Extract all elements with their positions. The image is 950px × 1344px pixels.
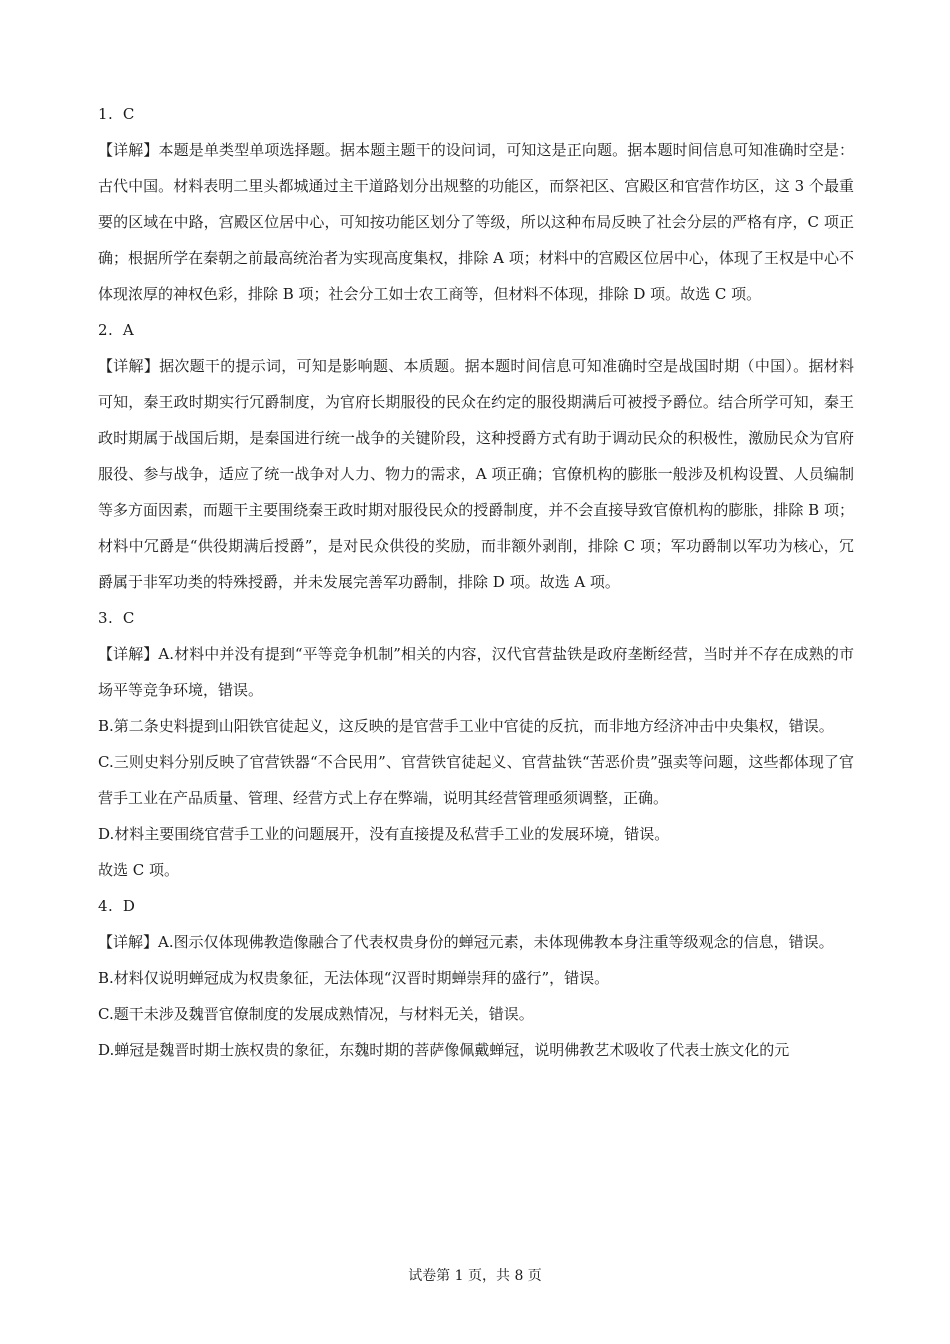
question-3-explanation-a: 【详解】A.材料中并没有提到“平等竞争机制”相关的内容，汉代官营盐铁是政府垄断经营，当时并不存在成熟的市场平等竞争环境，错误。 bbox=[98, 645, 854, 699]
answer-content bbox=[98, 96, 854, 1068]
question-4-explanation-d: D.蝉冠是魏晋时期士族权贵的象征，东魏时期的菩萨像佩戴蝉冠，说明佛教艺术吸收了代表士族文化的元 bbox=[98, 1041, 790, 1059]
question-3-explanation-b: B.第二条史料提到山阳铁官徒起义，这反映的是官营手工业中官徒的反抗，而非地方经济冲击中央集权，错误。 bbox=[98, 717, 834, 735]
question-1-explanation: 【详解】本题是单类型单项选择题。据本题主题干的设问词，可知这是正向题。据本题时间信息可知准确时空是：古代中国。材料表明二里头都城通过主干道路划分出规整的功能区，而祭祀区、宫殿区和官营作坊区，这 3 个最重要的区域在中路，宫殿区位居中心，可知按功能区划分了等级，所以这种布局反映了社会分层的严格有序，C 项正确；根据所学在秦朝之前最高统治者为实现高度集权，排除 A 项；材料中的宫殿区位居中心，体现了王权是中心不体现浓厚的神权色彩，排除 B 项；社会分工如士农工商等，但材料不体现，排除 D 项。故选 C 项。 bbox=[98, 141, 854, 303]
question-number: 4. bbox=[98, 897, 114, 915]
page-footer: 试卷第 1 页，共 8 页 bbox=[408, 1268, 542, 1284]
question-4-explanation-a: 【详解】A.图示仅体现佛教造像融合了代表权贵身份的蝉冠元素，未体现佛教本身注重等级观念的信息，错误。 bbox=[98, 933, 834, 951]
question-2-explanation: 【详解】据次题干的提示词，可知是影响题、本质题。据本题时间信息可知准确时空是战国时期（中国）。据材料可知，秦王政时期实行冗爵制度，为官府长期服役的民众在约定的服役期满后可被授予爵位。结合所学可知，秦王政时期属于战国后期，是秦国进行统一战争的关键阶段，这种授爵方式有助于调动民众的积极性，激励民众为官府服役、参与战争，适应了统一战争对人力、物力的需求，A 项正确；官僚机构的膨胀一般涉及机构设置、人员编制等多方面因素，而题干主要围绕秦王政时期对服役民众的授爵制度，并不会直接导致官僚机构的膨胀，排除 B 项；材料中冗爵是“供役期满后授爵”，是对民众供役的奖励，而非额外剥削，排除 C 项；军功爵制以军功为核心，冗爵属于非军功类的特殊授爵，并未发展完善军功爵制，排除 D 项。故选 A 项。 bbox=[98, 357, 854, 591]
question-number: 3. bbox=[98, 609, 114, 627]
question-3-explanation-d: D.材料主要围绕官营手工业的问题展开，没有直接提及私营手工业的发展环境，错误。 bbox=[98, 825, 670, 843]
question-1-header bbox=[98, 96, 854, 132]
question-answer: A bbox=[122, 321, 134, 339]
question-answer: C bbox=[122, 609, 135, 627]
question-number: 1. bbox=[98, 105, 114, 123]
question-3-conclusion: 故选 C 项。 bbox=[98, 861, 180, 879]
question-3-explanation-c: C.三则史料分别反映了官营铁器“不合民用”、官营铁官徒起义、官营盐铁“苦恶价贵”强卖等问题，这些都体现了官营手工业在产品质量、管理、经营方式上存在弊端，说明其经营管理亟须调整，正确。 bbox=[98, 753, 854, 807]
question-4-explanation-b: B.材料仅说明蝉冠成为权贵象征，无法体现“汉晋时期蝉崇拜的盛行”，错误。 bbox=[98, 969, 610, 987]
question-answer: C bbox=[122, 105, 135, 123]
question-4-header bbox=[98, 888, 854, 924]
question-2-header bbox=[98, 312, 854, 348]
question-4-explanation-c: C.题干未涉及魏晋官僚制度的发展成熟情况，与材料无关，错误。 bbox=[98, 1005, 534, 1023]
question-3-header bbox=[98, 600, 854, 636]
question-number: 2. bbox=[98, 321, 114, 339]
question-answer: D bbox=[122, 897, 135, 915]
